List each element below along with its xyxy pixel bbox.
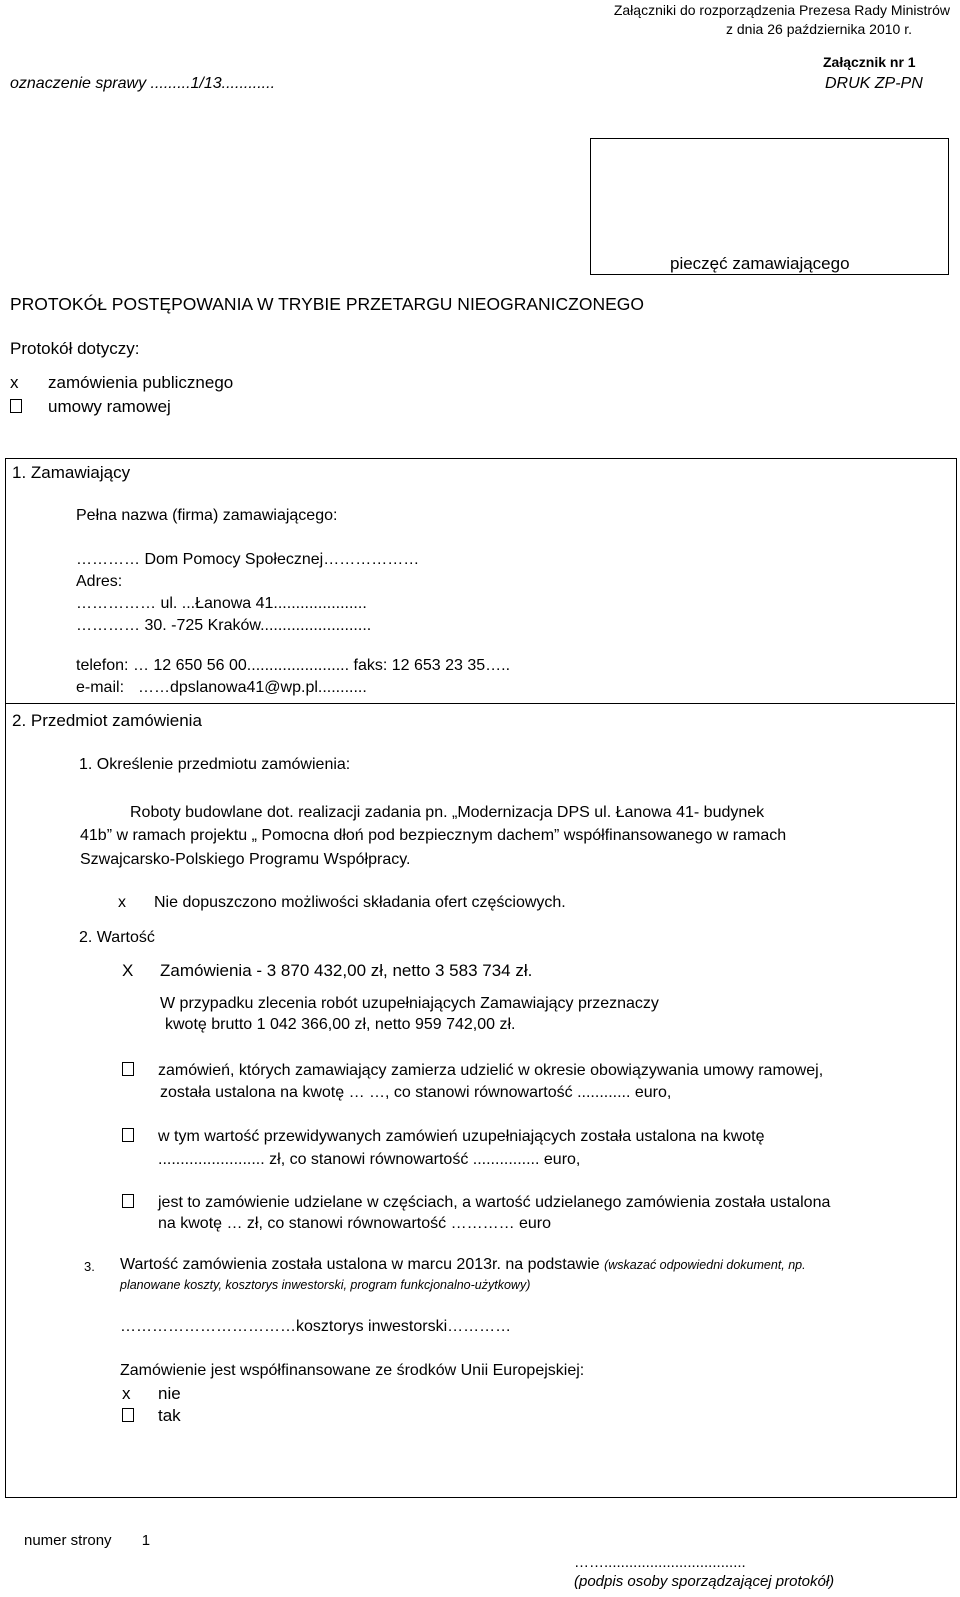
sub3-number: 3.	[84, 1259, 95, 1274]
partial-offers-text: Nie dopuszczono możliwości składania ofert częściowych.	[154, 894, 566, 911]
page-number-row	[24, 1532, 150, 1549]
option-a-line-2: została ustalona na kwotę … …, co stanowi równowartość ............ euro,	[160, 1084, 672, 1101]
email-value: ……dpslanowa41@wp.pl...........	[138, 679, 367, 696]
option-c-line-2: na kwotę … zł, co stanowi równowartość ………… euro	[158, 1215, 552, 1232]
section-divider	[5, 703, 955, 704]
order-value-text: Zamówienia - 3 870 432,00 zł, netto 3 583 734 zł.	[160, 961, 533, 980]
address-label: Adres:	[76, 573, 123, 590]
eu-option-yes[interactable]	[122, 1406, 181, 1426]
form-code: DRUK ZP-PN	[825, 75, 923, 92]
page-number: 1	[141, 1532, 151, 1549]
value-basis-document: ……………………………kosztorys inwestorski…………	[120, 1318, 512, 1335]
value-basis-hint-2: planowane koszty, kosztorys inwestorski, program funkcjonalno-użytkowy)	[120, 1278, 531, 1292]
value-label: 2. Wartość	[79, 929, 155, 946]
eu-option-no[interactable]	[122, 1384, 181, 1404]
full-name-label: Pełna nazwa (firma) zamawiającego:	[76, 507, 338, 524]
subject-line-1: Roboty budowlane dot. realizacji zadania pn. „Modernizacja DPS ul. Łanowa 41- budynek	[130, 804, 765, 821]
address-line-1: …………… ul. ...Łanowa 41.....................	[76, 595, 367, 612]
option-label: umowy ramowej	[48, 397, 171, 416]
option-b-line-2: ........................ zł, co stanowi równowartość ............... euro,	[158, 1151, 581, 1168]
subject-definition-label: 1. Określenie przedmiotu zamówienia:	[79, 756, 351, 773]
page-number-label: numer strony	[24, 1532, 112, 1549]
partial-offers-row	[118, 894, 566, 912]
supplementary-line-2: kwotę brutto 1 042 366,00 zł, netto 959 742,00 zł.	[165, 1016, 516, 1033]
option-framework-agreement[interactable]	[10, 397, 171, 417]
checkbox-empty-icon	[122, 1406, 158, 1426]
signature-caption: (podpis osoby sporządzającej protokół)	[574, 1573, 835, 1590]
protocol-concerns-label: Protokół dotyczy:	[10, 339, 140, 358]
attachment-number: Załącznik nr 1	[823, 54, 916, 70]
value-basis-text: Wartość zamówienia została ustalona w marcu 2013r. na podstawie	[120, 1256, 600, 1273]
option-supplementary-value	[122, 1128, 765, 1146]
subject-line-2: 41b” w ramach projektu „ Pomocna dłoń pod bezpiecznym dachem” współfinansowanego w ramach	[80, 827, 787, 844]
case-reference: oznaczenie sprawy .........1/13............	[10, 75, 276, 92]
option-framework-value	[122, 1062, 823, 1080]
email-label: e-mail:	[76, 679, 125, 696]
value-basis-row	[120, 1256, 806, 1274]
phone-label: telefon:	[76, 657, 129, 674]
email-row	[76, 679, 367, 697]
option-label: zamówienia publicznego	[48, 373, 234, 392]
address-line-2: ………… 30. -725 Kraków.........................	[76, 617, 372, 634]
checkbox-empty-icon	[10, 397, 48, 417]
phone-value: … 12 650 56 00.......................	[132, 657, 350, 674]
partial-mark: x	[118, 894, 126, 911]
eu-cofunding-question: Zamówienie jest współfinansowane ze środków Unii Europejskiej:	[120, 1362, 585, 1379]
fax-value: faks: 12 653 23 35…..	[353, 657, 511, 674]
option-label: tak	[158, 1406, 181, 1425]
checkbox-empty-icon	[122, 1062, 158, 1080]
option-public-order[interactable]	[10, 373, 233, 393]
order-value-row	[122, 961, 532, 981]
section1-heading: 1. Zamawiający	[12, 463, 131, 482]
option-a-line-1: zamówień, których zamawiający zamierza udzielić w okresie obowiązywania umowy ramowej,	[158, 1062, 824, 1079]
stamp-caption: pieczęć zamawiającego	[670, 254, 850, 273]
checkbox-empty-icon	[122, 1194, 158, 1212]
phone-row	[76, 657, 510, 675]
full-name-value: ………… Dom Pomocy Społecznej………………	[76, 551, 420, 568]
regulation-line-2: z dnia 26 października 2010 r.	[725, 21, 912, 37]
value-mark: X	[122, 961, 134, 980]
option-label: nie	[158, 1384, 181, 1403]
regulation-line-1: Załączniki do rozporządzenia Prezesa Rady Ministrów	[613, 2, 950, 18]
option-c-line-1: jest to zamówienie udzielane w częściach, a wartość udzielanego zamówienia została ustalona	[158, 1194, 831, 1211]
value-basis-hint-1: (wskazać odpowiedni dokument, np.	[604, 1258, 806, 1272]
signature-line: ……..................................	[574, 1554, 746, 1571]
checkbox-mark: x	[10, 373, 19, 392]
option-b-line-1: w tym wartość przewidywanych zamówień uzupełniających została ustalona na kwotę	[158, 1128, 765, 1145]
section2-heading: 2. Przedmiot zamówienia	[12, 711, 202, 730]
checkbox-empty-icon	[122, 1128, 158, 1146]
checkbox-mark: x	[122, 1384, 131, 1403]
subject-line-3: Szwajcarsko-Polskiego Programu Współpracy.	[80, 851, 411, 868]
option-parts-value	[122, 1194, 830, 1212]
supplementary-line-1: W przypadku zlecenia robót uzupełniających Zamawiający przeznaczy	[160, 995, 659, 1012]
protocol-title: PROTOKÓŁ POSTĘPOWANIA W TRYBIE PRZETARGU NIEOGRANICZONEGO	[10, 294, 644, 314]
